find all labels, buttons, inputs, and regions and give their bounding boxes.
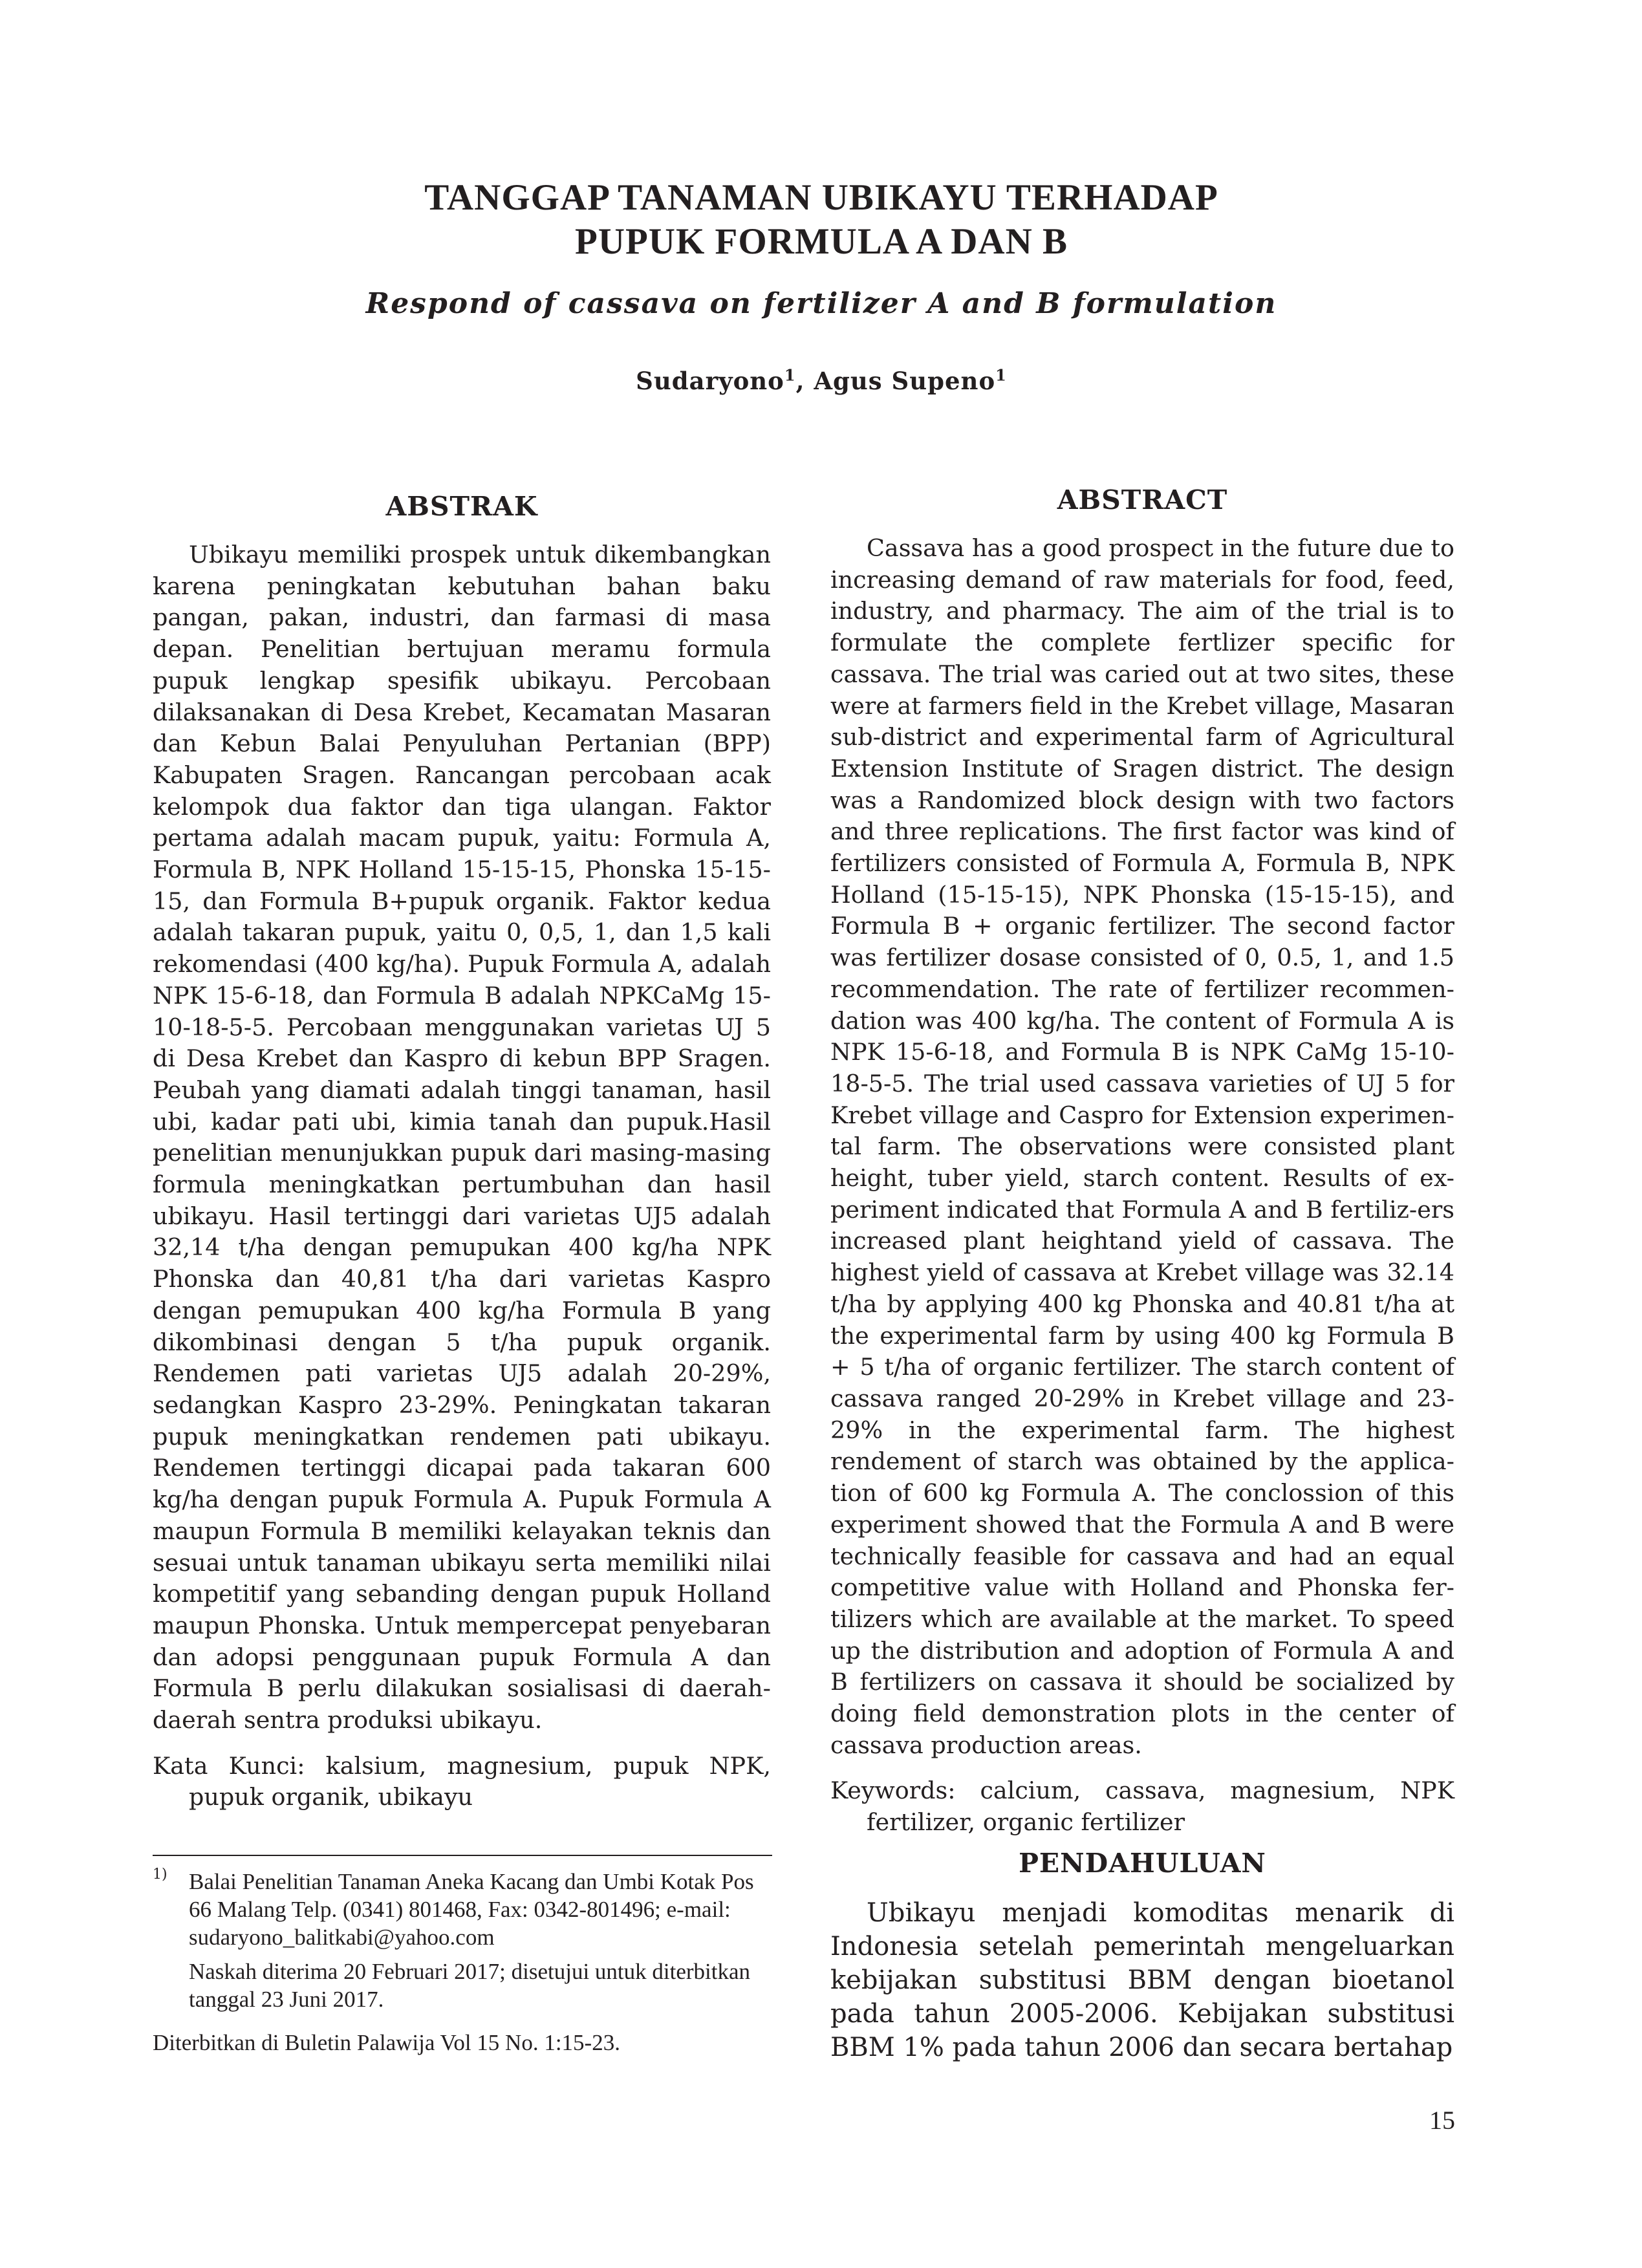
author-separator: ,	[795, 367, 814, 395]
abstrak-heading: ABSTRAK	[385, 491, 538, 522]
footnote-block	[153, 1868, 771, 2057]
footnote-mark: 1)	[153, 1866, 167, 1883]
footnote-received: Naskah diterima 20 Februari 2017; disetujui untuk diterbitkan tanggal 23 Juni 2017.	[189, 1959, 751, 2012]
footnote-affiliation	[153, 1868, 771, 2013]
abstrak-keywords: Kata Kunci: kalsium, magnesium, pupuk NPK, pupuk organik, ubikayu	[153, 1751, 771, 1811]
author-affiliation-mark: 1	[784, 365, 796, 385]
author-name: Sudaryono	[636, 367, 784, 395]
title-line-2: PUPUK FORMULA A DAN B	[575, 221, 1068, 262]
abstract-heading: ABSTRACT	[1057, 484, 1228, 515]
author-name: Agus Supeno	[814, 367, 996, 395]
abstrak-body: Ubikayu memiliki prospek untuk dikembangkan karena peningkatan kebutuhan bahan baku pangan, pakan, industri, dan farmasi di masa depan. Penelitian bertujuan meramu formula pupuk lengkap spesifik ubikayu. Percobaan dilaksanakan di Desa Krebet, Kecamatan Masaran dan Kebun Balai Penyuluhan Pertanian (BPP) Kabupaten Sragen. Rancangan percobaan acak kelompok dua faktor dan tiga ulangan. Faktor pertama adalah macam pupuk, yaitu: Formula A, Formula B, NPK Holland 15-15-15, Phonska 15-15-15, dan Formula B+pupuk organik. Faktor kedua adalah takaran pupuk, yaitu 0, 0,5, 1, dan 1,5 kali rekomendasi (400 kg/ha). Pupuk Formula A, adalah NPK 15-6-18, dan Formula B adalah NPKCaMg 15-10-18-5-5. Percobaan menggunakan varietas UJ 5 di Desa Krebet dan Kaspro di kebun BPP Sragen. Peubah yang diamati adalah tinggi tanaman, hasil ubi, kadar pati ubi, kimia tanah dan pupuk.Hasil penelitian menunjukkan pupuk dari masing-masing formula meningkatkan pertumbuhan dan hasil ubikayu. Hasil tertinggi dari varietas UJ5 adalah 32,14 t/ha dengan pemupukan 400 kg/ha NPK Phonska dan 40,81 t/ha dari varietas Kaspro dengan pemupukan 400 kg/ha Formula B yang dikombinasi dengan 5 t/ha pupuk organik. Rendemen pati varietas UJ5 adalah 20-29%, sedangkan Kaspro 23-29%. Peningkatan takaran pupuk meningkatkan rendemen pati ubikayu. Rendemen tertinggi dicapai pada takaran 600 kg/ha dengan pupuk Formula A. Pupuk Formula A maupun Formula B memiliki kelayakan teknis dan sesuai untuk tanaman ubikayu serta memiliki nilai kompetitif yang sebanding dengan pupuk Holland maupun Phonska. Untuk mempercepat penyebaran dan adopsi penggunaan pupuk Formula A dan Formula B perlu dilakukan sosialisasi di daerah-daerah sentra produksi ubikayu.	[153, 541, 771, 1734]
pendahuluan-section	[830, 1847, 1454, 2064]
paper-subtitle: Respond of cassava on fertilizer A and B formulation	[365, 287, 1277, 320]
paper-title	[181, 176, 1462, 264]
footnote-divider	[153, 1855, 772, 1856]
pendahuluan-heading: PENDAHULUAN	[1019, 1848, 1266, 1879]
footnote-affiliation-text: Balai Penelitian Tanaman Aneka Kacang dan Umbi Kotak Pos 66 Malang Telp. (0341) 801468, Fax: 0342-801496; e-mail: sudaryono_balitkabi@yahoo.com	[189, 1869, 754, 1950]
authors	[181, 365, 1462, 397]
abstract-keywords: Keywords: calcium, cassava, magnesium, NPK fertilizer, organic fertilizer	[830, 1777, 1454, 1837]
title-line-1: TANGGAP TANAMAN UBIKAYU TERHADAP	[424, 177, 1218, 218]
page-number: 15	[1429, 2106, 1455, 2135]
pendahuluan-body: Ubikayu menjadi komoditas menarik di Indonesia setelah pemerintah mengeluarkan kebijakan substitusi BBM dengan bioetanol pada tahun 2005-2006. Kebijakan substitusi BBM 1% pada tahun 2006 dan secara bertahap	[830, 1898, 1454, 2062]
abstract-section	[830, 484, 1454, 1839]
abstrak-section	[153, 490, 771, 1813]
abstract-body: Cassava has a good prospect in the future due to increasing demand of raw materials for food, feed, industry, and pharmacy. The aim of the trial is to formulate the complete fertlizer specific for cassava. The trial was caried out at two sites, these were at farmers field in the Krebet village, Masaran sub-district and experimental farm of Agricultural Extension Institute of Sragen district. The design was a Randomized block design with two factors and three replications. The first factor was kind of fertilizers consisted of Formula A, Formula B, NPK Holland (15-15-15), NPK Phonska (15-15-15), and Formula B + organic fertilizer. The second factor was fertilizer dosase consisted of 0, 0.5, 1, and 1.5 recommendation. The rate of fertilizer recommen-dation was 400 kg/ha. The content of Formula A is NPK 15-6-18, and Formula B is NPK CaMg 15-10-18-5-5. The trial used cassava varieties of UJ 5 for Krebet village and Caspro for Extension experimen-tal farm. The observations were consisted plant height, tuber yield, starch content. Results of ex-periment indicated that Formula A and B fertiliz-ers increased plant heightand yield of cassava. The highest yield of cassava at Krebet village was 32.14 t/ha by applying 400 kg Phonska and 40.81 t/ha at the experimental farm by using 400 kg Formula B + 5 t/ha of organic fertilizer. The starch content of cassava ranged 20-29% in Krebet village and 23-29% in the experimental farm. The highest rendement of starch was obtained by the applica-tion of 600 kg Formula A. The conclossion of this experiment showed that the Formula A and B were technically feasible for cassava and had an equal competitive value with Holland and Phonska fer-tilizers which are available at the market. To speed up the distribution and adoption of Formula A and B fertilizers on cassava it should be socialized by doing field demonstration plots in the center of cassava production areas.	[830, 534, 1454, 1759]
author-affiliation-mark: 1	[995, 365, 1007, 385]
footnote-published: Diterbitkan di Buletin Palawija Vol 15 No. 1:15-23.	[153, 2030, 620, 2055]
